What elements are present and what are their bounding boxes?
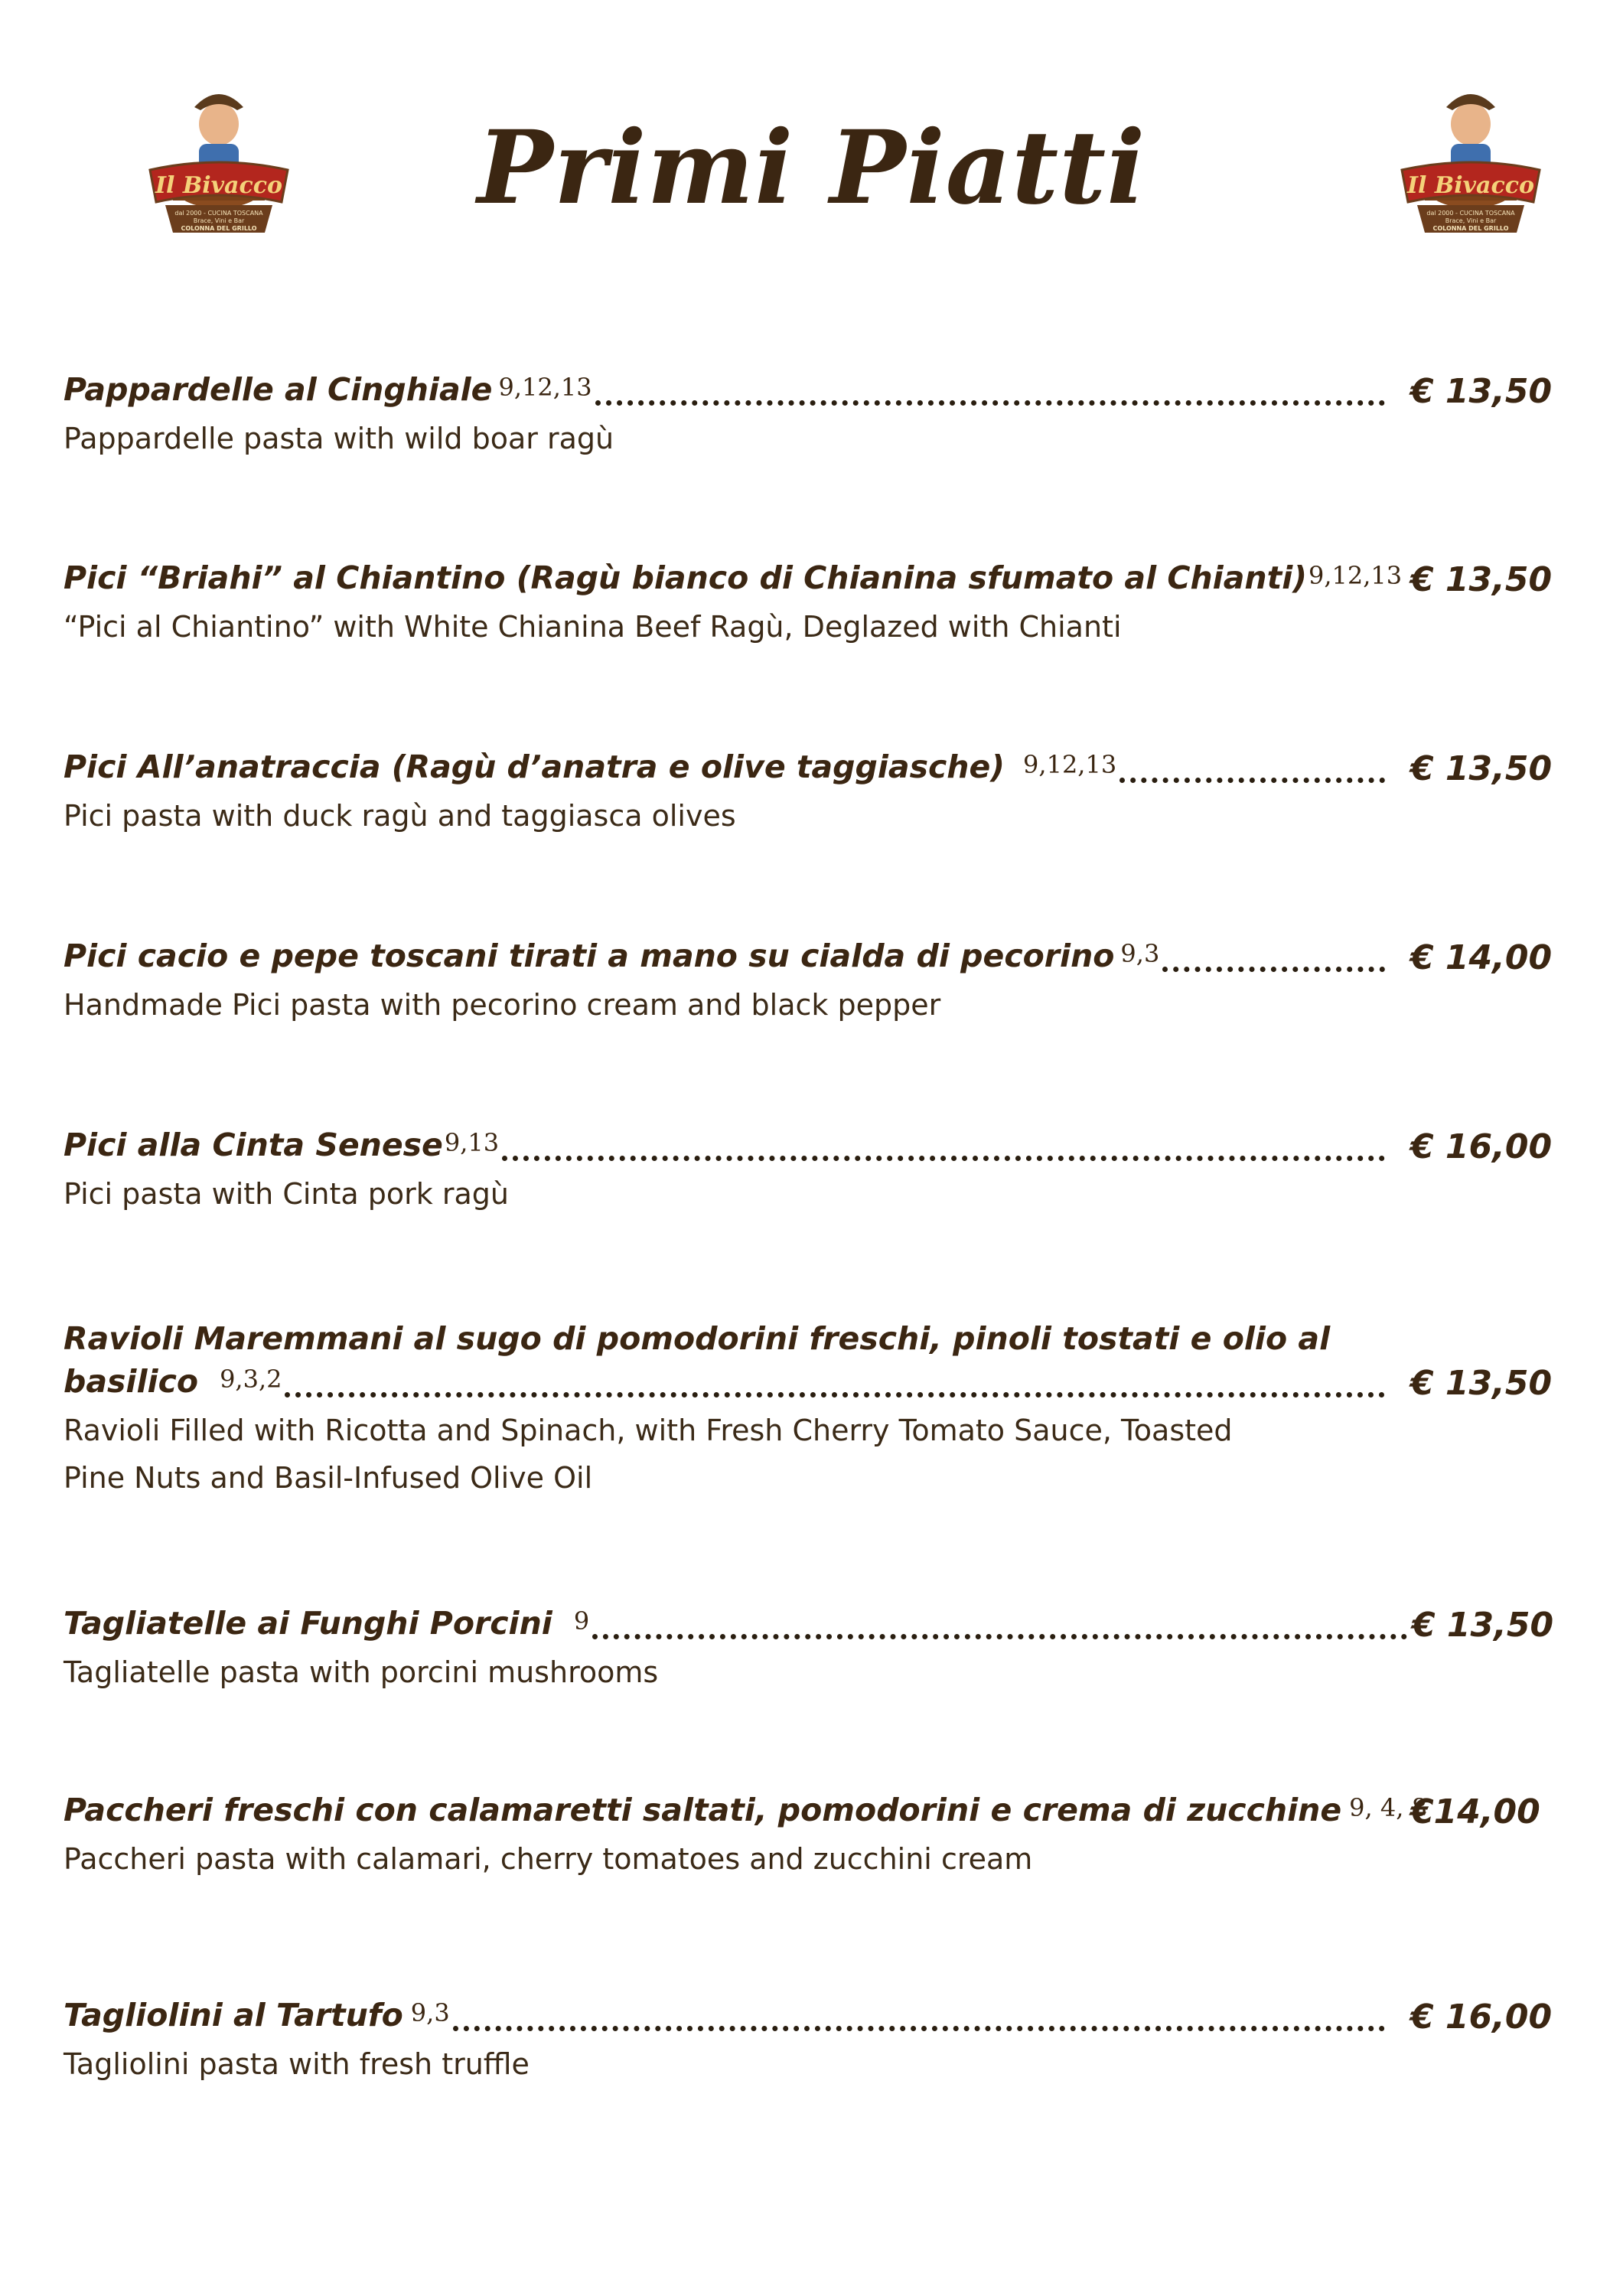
dish-price: €14,00 [1410, 1792, 1540, 1831]
allergen-codes: 9,12,13 [1023, 750, 1117, 779]
dish-description: Tagliatelle pasta with porcini mushrooms [64, 1655, 659, 1689]
menu-item [64, 937, 1553, 1029]
dish-name: Tagliatelle ai Funghi Porcini [64, 1605, 552, 1642]
dish-price: € 13,50 [1412, 1606, 1554, 1645]
menu-item [64, 1996, 1553, 2088]
dish-name: Pappardelle al Cinghiale [64, 371, 493, 408]
dish-name: Pici alla Cinta Senese [64, 1127, 443, 1163]
allergen-codes: 9,3 [410, 1998, 450, 2027]
dish-name: Paccheri freschi con calamaretti saltati, pomodorini e crema di zucchine [64, 1792, 1342, 1828]
allergen-codes: 9,3 [1120, 939, 1160, 968]
svg-text:Il Bivacco: Il Bivacco [155, 172, 283, 199]
dot-leader [1119, 778, 1385, 783]
dish-name: Tagliolini al Tartufo [64, 1997, 403, 2033]
dish-description-line2: Pine Nuts and Basil-Infused Olive Oil [64, 1461, 593, 1495]
svg-text:COLONNA DEL GRILLO: COLONNA DEL GRILLO [181, 225, 257, 232]
dish-name-line1: Ravioli Maremmani al sugo di pomodorini freschi, pinoli tostati e olio al [64, 1320, 1331, 1357]
dish-description: Pappardelle pasta with wild boar ragù [64, 422, 614, 455]
dish-name: Pici cacio e pepe toscani tirati a mano su cialda di pecorino [64, 938, 1115, 974]
svg-text:COLONNA DEL GRILLO: COLONNA DEL GRILLO [1432, 225, 1509, 232]
dot-leader [453, 2026, 1385, 2031]
dish-description: Pici pasta with Cinta pork ragù [64, 1177, 509, 1211]
dot-leader [592, 1634, 1407, 1639]
menu-item [64, 1126, 1553, 1218]
dish-price: € 13,50 [1410, 372, 1553, 411]
allergen-codes: 9,12,13 [1309, 561, 1403, 590]
dot-leader [595, 400, 1385, 406]
dish-price: € 16,00 [1410, 1998, 1553, 2037]
svg-text:dal 2000 - CUCINA TOSCANA: dal 2000 - CUCINA TOSCANA [174, 210, 263, 217]
dish-description: Pici pasta with duck ragù and taggiasca olives [64, 799, 736, 833]
menu-item [64, 748, 1553, 840]
allergen-codes: 9,13 [444, 1128, 500, 1157]
dish-description: “Pici al Chiantino” with White Chianina Beef Ragù, Deglazed with Chianti [64, 610, 1122, 644]
dish-price: € 13,50 [1410, 560, 1553, 599]
menu-item [64, 1604, 1554, 1696]
menu-item [64, 1791, 1548, 1883]
svg-text:Il Bivacco: Il Bivacco [1406, 172, 1535, 199]
dish-name: Pici All’anatraccia (Ragù d’anatra e olive taggiasche) [64, 748, 1005, 785]
dish-description: Tagliolini pasta with fresh truffle [64, 2047, 530, 2081]
dish-description-line1: Ravioli Filled with Ricotta and Spinach, with Fresh Cherry Tomato Sauce, Toasted [64, 1414, 1233, 1447]
svg-text:Brace, Vini e Bar: Brace, Vini e Bar [1445, 217, 1497, 224]
allergen-codes: 9 [573, 1606, 590, 1636]
dish-price: € 13,50 [1410, 1364, 1553, 1403]
dish-price: € 14,00 [1410, 938, 1553, 977]
allergen-codes: 9,12,13 [498, 373, 592, 402]
svg-text:dal 2000 - CUCINA TOSCANA: dal 2000 - CUCINA TOSCANA [1426, 210, 1515, 217]
menu-item [64, 370, 1553, 462]
dish-description: Paccheri pasta with calamari, cherry tomatoes and zucchini cream [64, 1842, 1033, 1876]
allergen-codes: 9,3,2 [220, 1365, 282, 1394]
menu-item [64, 1315, 1553, 1502]
svg-text:Brace, Vini e Bar: Brace, Vini e Bar [193, 217, 245, 224]
page-title: Primi Piatti [477, 109, 1146, 227]
allergen-codes: 9, 4, 8 [1349, 1793, 1427, 1822]
menu-item [64, 559, 1553, 651]
dish-name: basilico [64, 1363, 199, 1400]
dot-leader [1162, 967, 1385, 972]
dish-description: Handmade Pici pasta with pecorino cream and black pepper [64, 988, 941, 1022]
dish-name: Pici “Briahi” al Chiantino (Ragù bianco di Chianina sfumato al Chianti) [64, 559, 1307, 596]
dot-leader [285, 1392, 1385, 1397]
dish-price: € 16,00 [1410, 1127, 1553, 1166]
dot-leader [502, 1156, 1385, 1161]
dish-price: € 13,50 [1410, 749, 1553, 788]
